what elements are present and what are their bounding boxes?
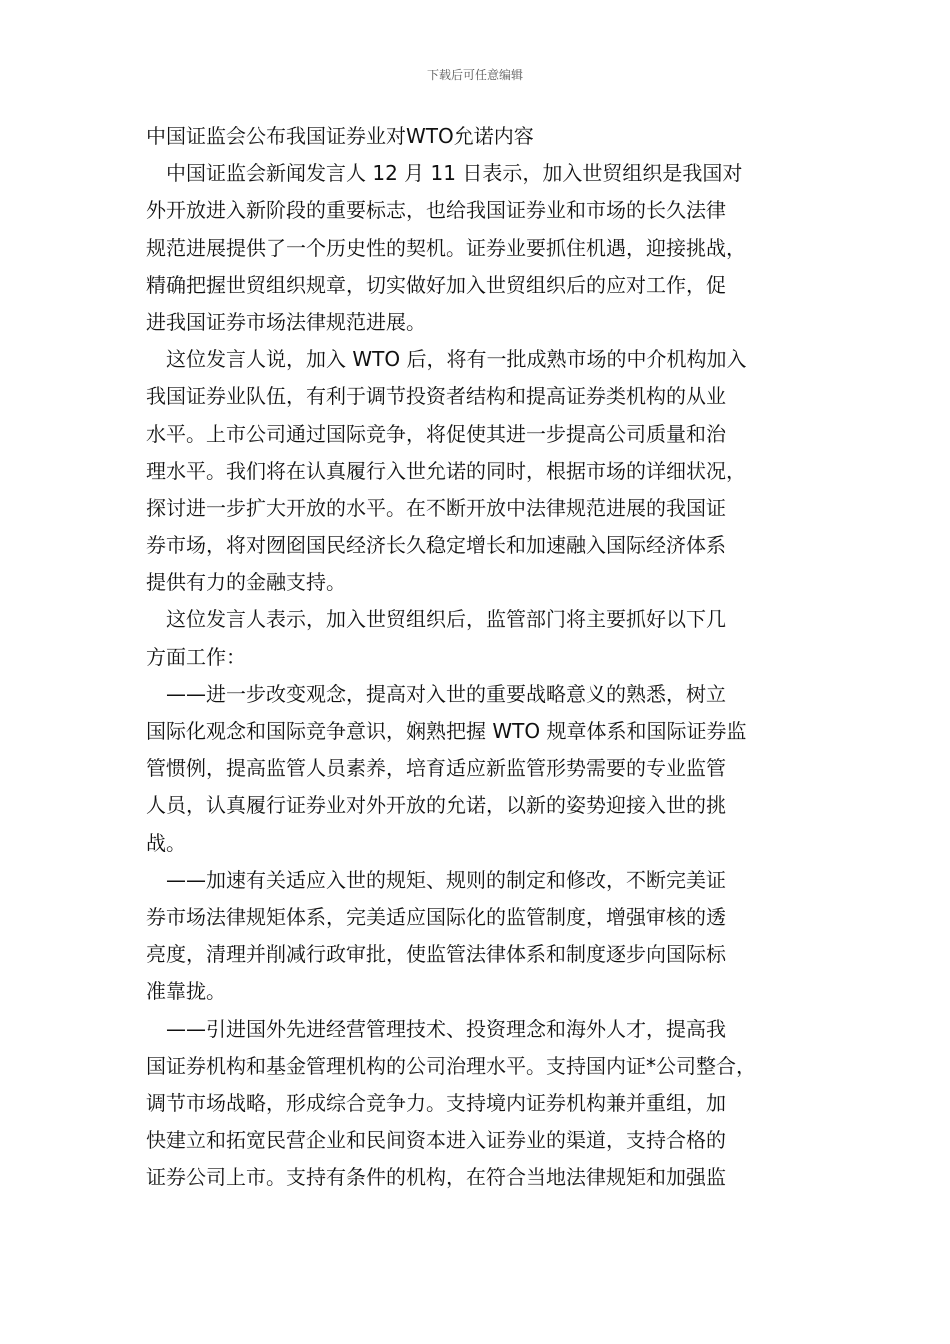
paragraph-line: 这位发言人说，加入 WTO 后，将有一批成熟市场的中介机构加入	[146, 347, 747, 372]
paragraph-line: 进我国证券市场法律规范进展。	[146, 309, 426, 334]
paragraph-line: 精确把握世贸组织规章，切实做好加入世贸组织后的应对工作，促	[146, 272, 726, 297]
paragraph-5	[146, 862, 808, 1011]
document-body	[146, 118, 808, 1196]
paragraph-line: 我国证券业队伍，有利于调节投资者结构和提高证券类机构的从业	[146, 384, 726, 409]
paragraph-4	[146, 676, 808, 862]
paragraph-2	[146, 341, 808, 601]
paragraph-3	[146, 601, 808, 675]
paragraph-line: 准靠拢。	[146, 979, 226, 1004]
paragraph-line: 调节市场战略，形成综合竞争力。支持境内证券机构兼并重组，加	[146, 1090, 726, 1115]
paragraph-line: 提供有力的金融支持。	[146, 570, 346, 595]
paragraph-line: 券市场法律规矩体系，完美适应国际化的监管制度，增强审核的透	[146, 904, 726, 929]
paragraph-line: ——进一步改变观念，提高对入世的重要战略意义的熟悉，树立	[146, 681, 726, 706]
document-title: 中国证监会公布我国证券业对WTO允诺内容	[146, 124, 534, 148]
paragraph-line: 亮度，清理并削减行政审批，使监管法律体系和制度逐步向国际标	[146, 942, 726, 967]
paragraph-line: ——加速有关适应入世的规矩、规则的制定和修改，不断完美证	[146, 867, 726, 892]
paragraph-line: ——引进国外先进经营管理技术、投资理念和海外人才，提高我	[146, 1016, 726, 1041]
paragraph-line: 规范进展提供了一个历史性的契机。证券业要抓住机遇，迎接挑战，	[146, 235, 746, 260]
paragraph-line: 中国证监会新闻发言人 12 月 11 日表示，加入世贸组织是我国对	[146, 161, 743, 186]
paragraph-6	[146, 1011, 808, 1197]
paragraph-line: 方面工作：	[146, 644, 246, 669]
paragraph-line: 国证券机构和基金管理机构的公司治理水平。支持国内证*公司整合，	[146, 1053, 756, 1078]
paragraph-line: 人员，认真履行证券业对外开放的允诺，以新的姿势迎接入世的挑	[146, 793, 726, 818]
page-header-note: 下载后可任意编辑	[426, 68, 523, 82]
paragraph-line: 快建立和拓宽民营企业和民间资本进入证券业的渠道，支持合格的	[146, 1128, 726, 1153]
paragraph-line: 这位发言人表示，加入世贸组织后，监管部门将主要抓好以下几	[146, 607, 726, 632]
paragraph-1	[146, 155, 808, 341]
paragraph-line: 国际化观念和国际竞争意识，娴熟把握 WTO 规章体系和国际证券监	[146, 719, 747, 744]
paragraph-line: 管惯例，提高监管人员素养，培育适应新监管形势需要的专业监管	[146, 756, 726, 781]
paragraph-line: 外开放进入新阶段的重要标志，也给我国证券业和市场的长久法律	[146, 198, 726, 223]
paragraph-line: 探讨进一步扩大开放的水平。在不断开放中法律规范进展的我国证	[146, 495, 726, 520]
paragraph-line: 理水平。我们将在认真履行入世允诺的同时，根据市场的详细状况，	[146, 458, 746, 483]
paragraph-line: 水平。上市公司通过国际竞争，将促使其进一步提高公司质量和治	[146, 421, 726, 446]
paragraph-line: 券市场，将对囫囵国民经济长久稳定增长和加速融入国际经济体系	[146, 533, 726, 558]
paragraph-line: 战。	[146, 830, 186, 855]
paragraph-line: 证券公司上市。支持有条件的机构，在符合当地法律规矩和加强监	[146, 1165, 726, 1190]
